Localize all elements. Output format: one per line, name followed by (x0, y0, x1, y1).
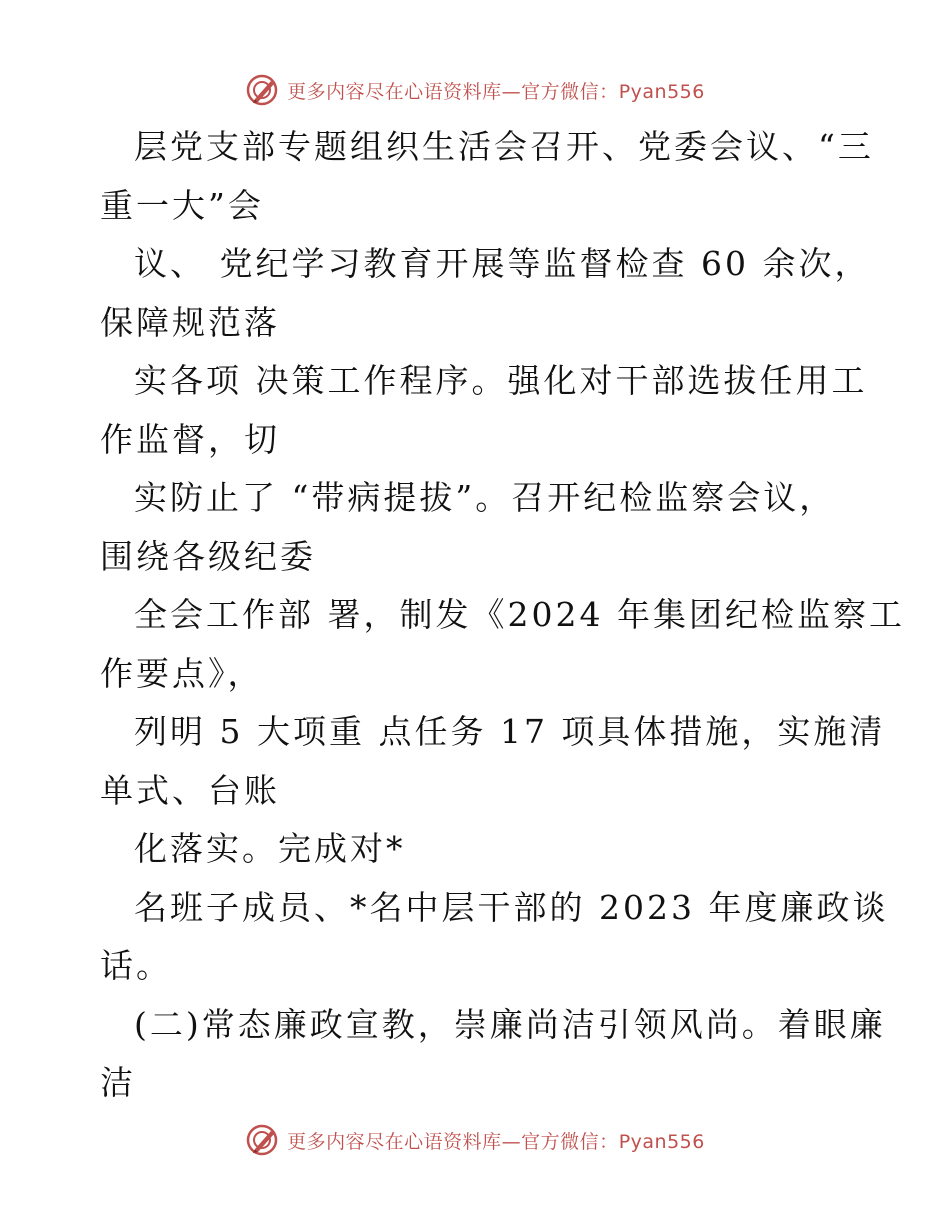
text-line: 化落实。完成对* (134, 829, 406, 868)
watermark-suffix: 官方微信： (521, 1130, 619, 1153)
text-line: 实各项 决策工作程序。强化对干部选拔任用工 (134, 361, 868, 400)
footer-watermark (0, 1120, 950, 1160)
text-line: 实防止了 “带病提拔”。召开纪检监察会议， (134, 478, 836, 517)
pen-nib-logo-icon (245, 73, 279, 107)
text-line: 列明 5 大项重 点任务 17 项具体措施，实施清 (134, 712, 886, 751)
watermark-title: 更多内容尽在心语资料库 (287, 1130, 502, 1153)
watermark-suffix: 官方微信： (521, 80, 619, 103)
watermark-title: 更多内容尽在心语资料库 (287, 80, 502, 103)
text-line: 议、 党纪学习教育开展等监督检查 60 余次， (134, 244, 871, 283)
watermark-id: Pyan556 (618, 80, 705, 103)
watermark-dash: — (501, 1130, 522, 1153)
watermark-text (287, 77, 705, 104)
text-line: 洁 (100, 1063, 136, 1102)
text-line: 单式、台账 (100, 770, 280, 810)
text-line: 层党支部专题组织生活会召开、党委会议、“三 (134, 127, 874, 166)
text-line: 作要点》， (100, 653, 264, 693)
text-line: 保障规范落 (100, 302, 280, 342)
text-line: 重一大”会 (100, 185, 264, 225)
header-watermark (0, 70, 950, 110)
text-line: 名班子成员、*名中层干部的 2023 年度廉政谈 (134, 887, 889, 927)
text-line: (二)常态廉政宣教，崇廉尚洁引领风尚。着眼廉 (134, 1004, 886, 1044)
text-line: 围绕各级纪委 (100, 536, 316, 576)
text-line: 全会工作部 署，制发《2024 年集团纪检监察工 (134, 595, 905, 634)
watermark-id: Pyan556 (618, 1130, 705, 1153)
text-line: 作监督，切 (100, 419, 280, 459)
pen-nib-logo-icon (245, 1123, 279, 1157)
watermark-dash: — (501, 80, 522, 103)
watermark-text (287, 1127, 705, 1154)
text-line: 话。 (100, 946, 172, 985)
document-body (100, 118, 905, 1113)
